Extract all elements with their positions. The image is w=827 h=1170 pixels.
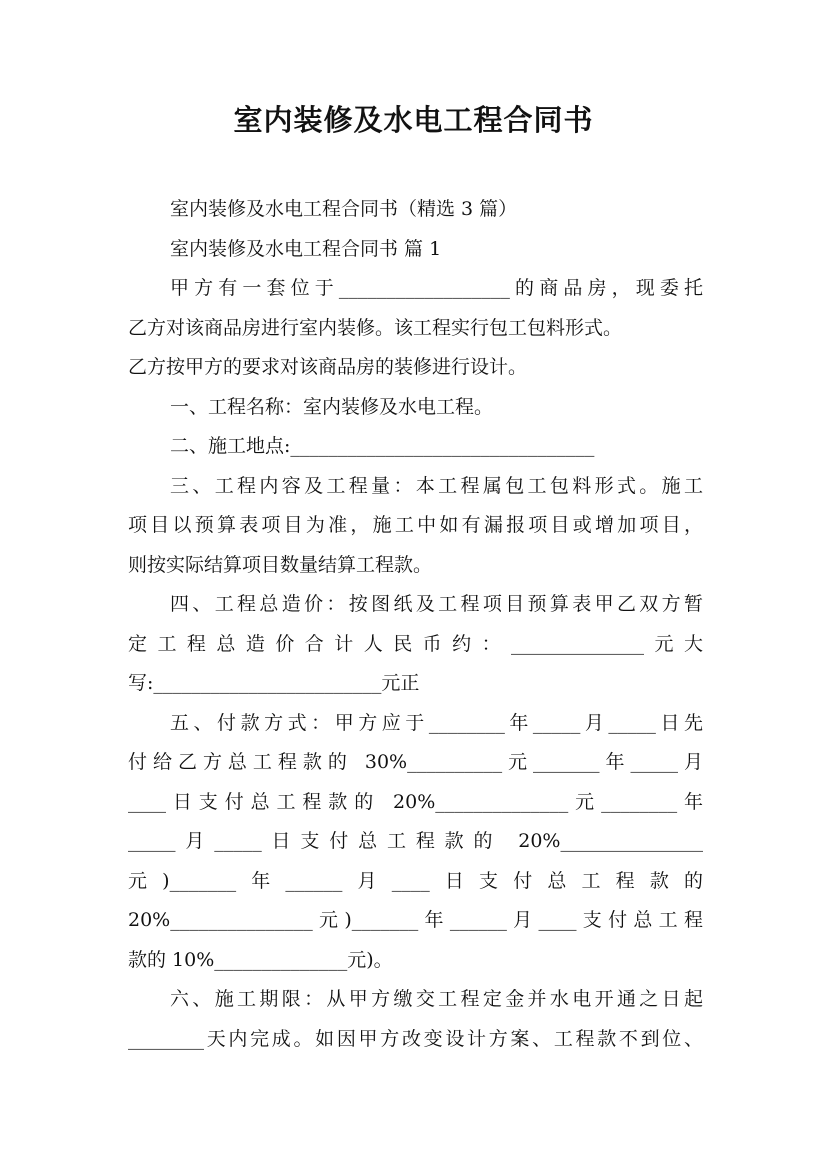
paragraph-line: 乙方对该商品房进行室内装修。该工程实行包工包料形式。 <box>128 317 623 339</box>
paragraph-line: 20%_______________元)_______年______月____支付总工程 <box>128 909 703 931</box>
paragraph-line: 定工程总造价合计人民币约：______________元大 <box>128 633 703 655</box>
section-heading: 室内装修及水电工程合同书 篇 1 <box>170 238 442 260</box>
paragraph-line: _____月_____日支付总工程款的 20%_______________ <box>128 830 703 852</box>
paragraph-line: ____日支付总工程款的 20%______________元________年 <box>128 791 703 813</box>
paragraph-line: 款的 10%______________元)。 <box>128 949 393 971</box>
paragraph-line: 甲方有一套位于__________________的商品房，现委托 <box>170 277 703 299</box>
clause-location: 二、施工地点:________________________________ <box>170 435 595 457</box>
paragraph-line: 付给乙方总工程款的 30%__________元_______年_____月 <box>128 751 703 773</box>
clause-total-price: 四、工程总造价：按图纸及工程项目预算表甲乙双方暂 <box>170 593 703 615</box>
paragraph-line: 项目以预算表项目为准，施工中如有漏报项目或增加项目， <box>128 514 703 536</box>
document-title: 室内装修及水电工程合同书 <box>233 103 594 137</box>
subtitle-line: 室内装修及水电工程合同书（精选 3 篇） <box>170 198 518 220</box>
clause-project-name: 一、工程名称：室内装修及水电工程。 <box>170 396 494 418</box>
clause-payment: 五、付款方式：甲方应于________年_____月_____日先 <box>170 712 703 734</box>
paragraph-line: 则按实际结算项目数量结算工程款。 <box>128 554 433 576</box>
clause-schedule: 六、施工期限：从甲方缴交工程定金并水电开通之日起 <box>170 988 703 1010</box>
paragraph-line: 乙方按甲方的要求对该商品房的装修进行设计。 <box>128 356 528 378</box>
clause-scope: 三、工程内容及工程量：本工程属包工包料形式。施工 <box>170 475 703 497</box>
paragraph-line: 写:________________________元正 <box>128 672 420 694</box>
paragraph-line: ________天内完成。如因甲方改变设计方案、工程款不到位、 <box>128 1028 703 1050</box>
paragraph-line: 元)_______年______月____日支付总工程款的 <box>128 870 703 892</box>
